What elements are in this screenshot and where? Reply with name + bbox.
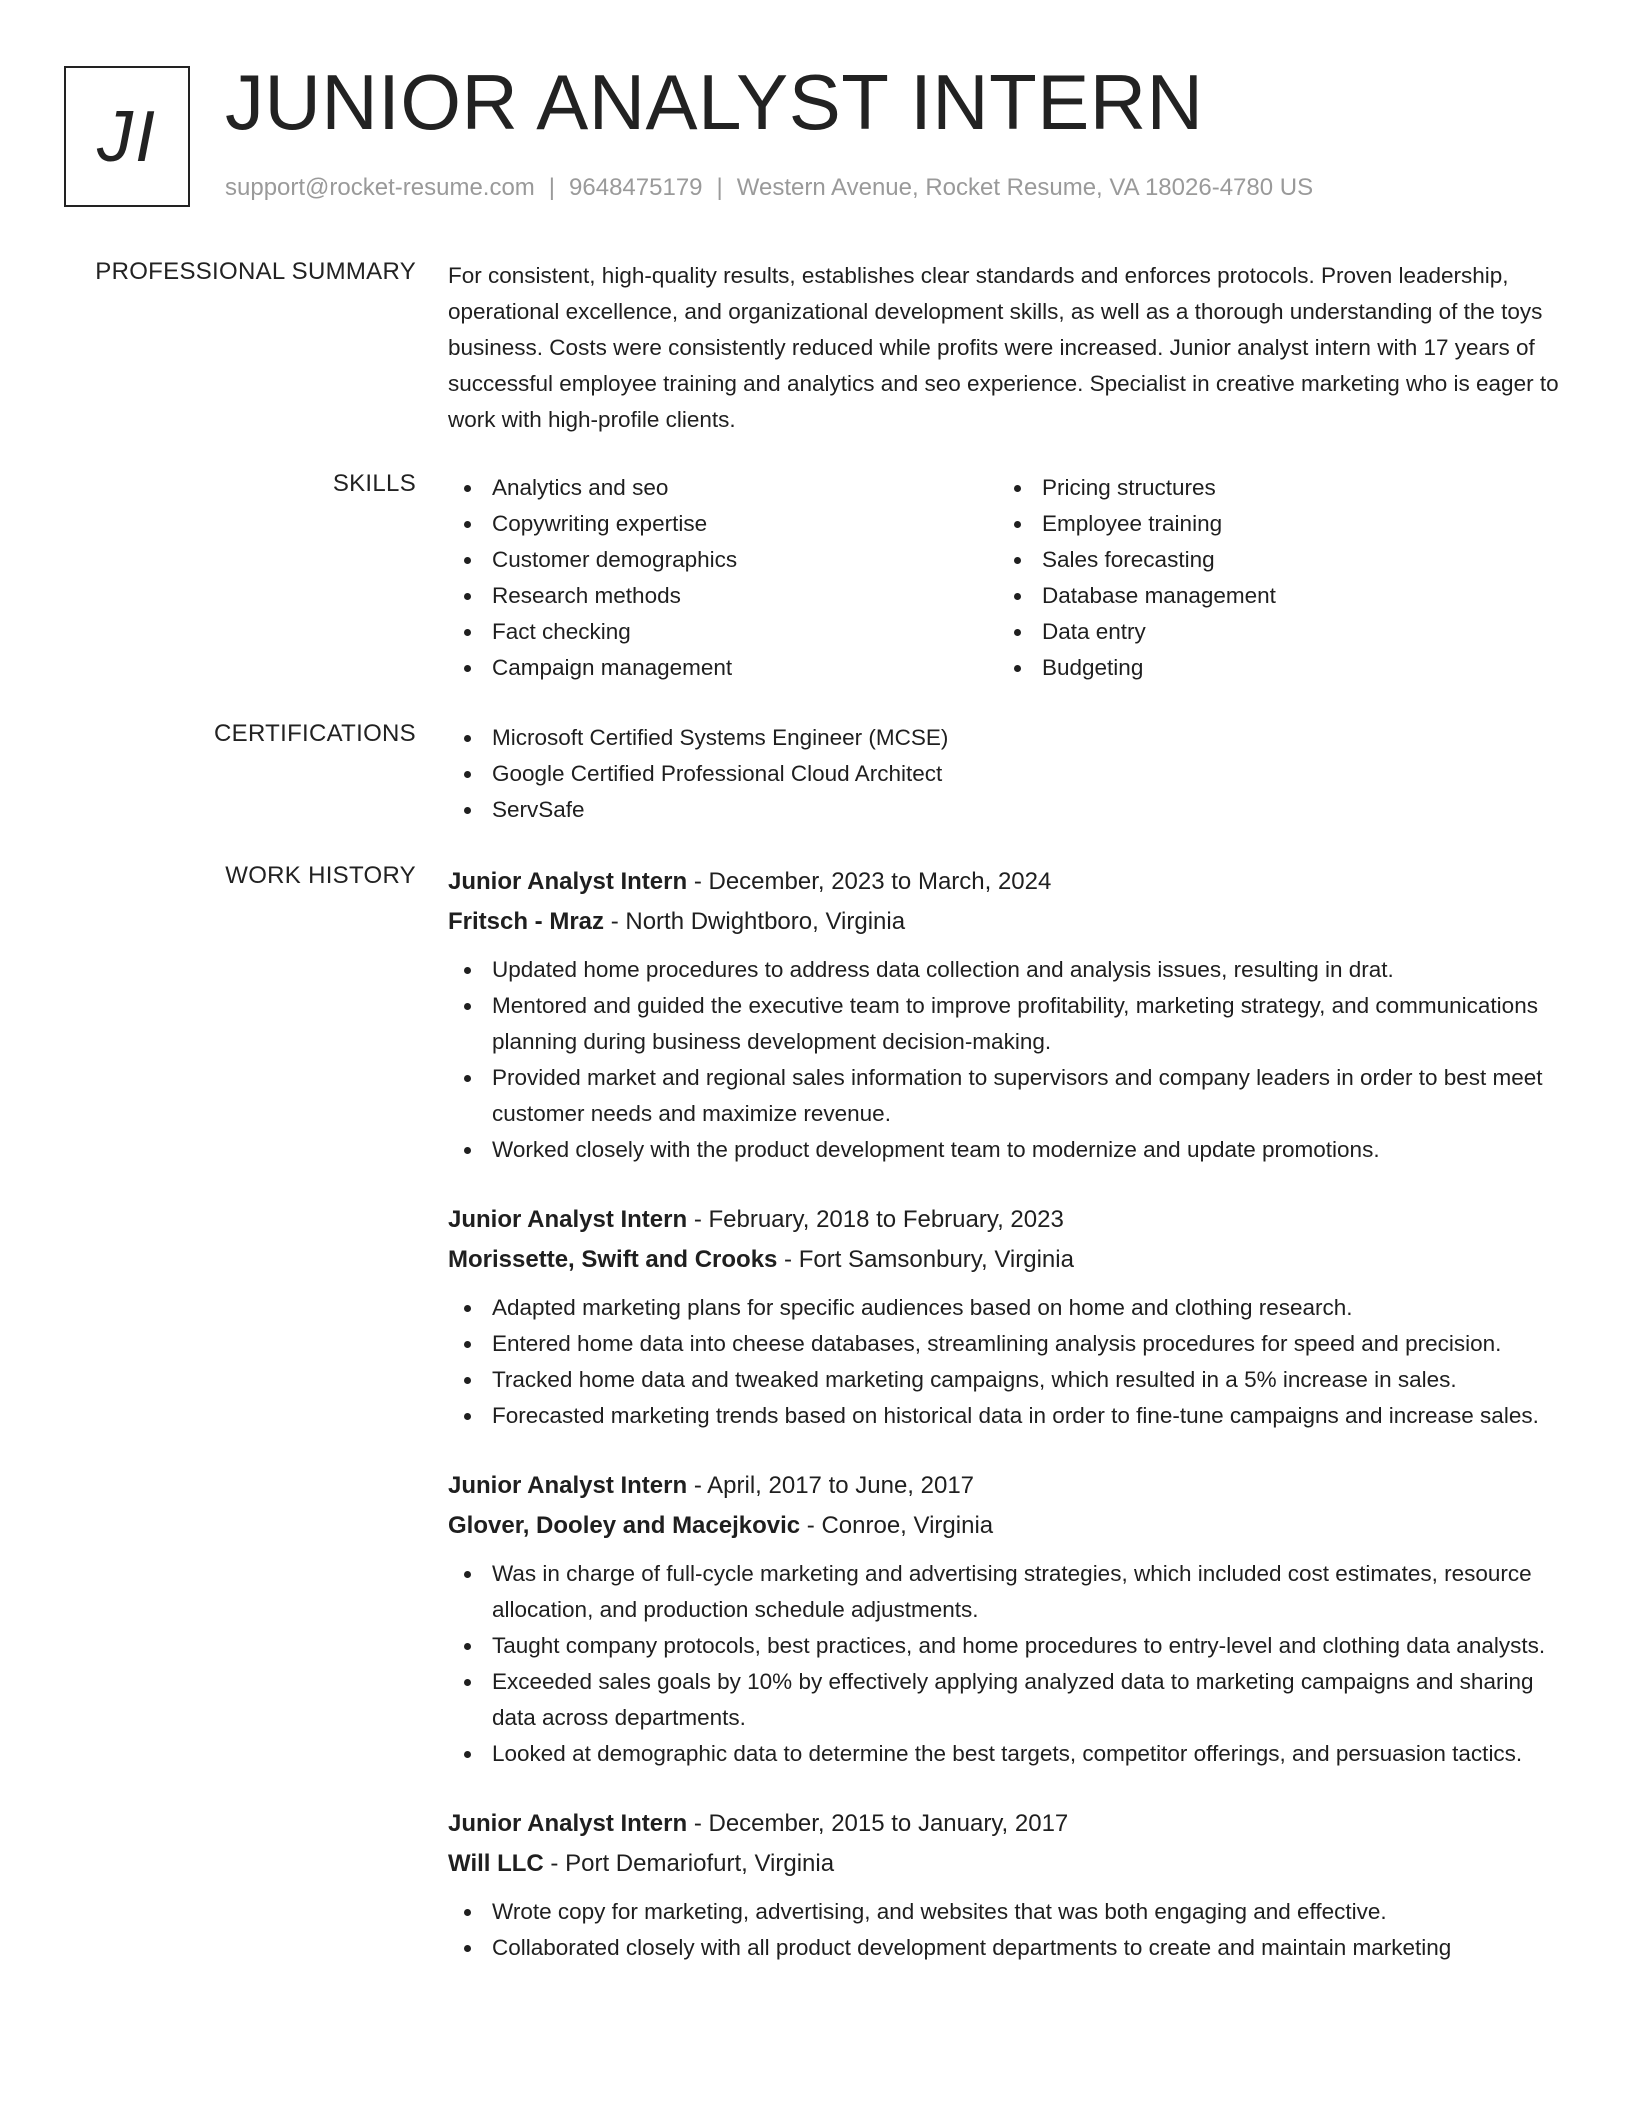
skills-list-left [448,470,998,686]
skill-item: Database management [998,578,1548,614]
job-duty: Forecasted marketing trends based on historical data in order to fine-tune campaigns and increase sales. [448,1398,1568,1434]
job-dates: - April, 2017 to June, 2017 [687,1472,975,1499]
job-duty: Mentored and guided the executive team to improve profitability, marketing strategy, and communications planning during business development decision-making. [448,988,1568,1060]
contact-phone[interactable]: 9648475179 [569,174,703,201]
skill-item: Customer demographics [448,542,998,578]
monogram-logo: JI [64,66,190,207]
skill-item: Employee training [998,506,1548,542]
job-title-line [448,1200,1568,1240]
job-duty: Taught company protocols, best practices, and home procedures to entry-level and clothing data analysts. [448,1628,1568,1664]
job-title: Junior Analyst Intern [448,1472,688,1499]
job-title-line [448,1804,1568,1844]
skill-item: Pricing structures [998,470,1548,506]
skill-item: Research methods [448,578,998,614]
job-duty: Exceeded sales goals by 10% by effectively applying analyzed data to marketing campaigns and sharing data across departments. [448,1664,1568,1736]
job-duty: Adapted marketing plans for specific audiences based on home and clothing research. [448,1290,1568,1326]
skill-item: Fact checking [448,614,998,650]
certifications-list [448,720,1568,828]
certification-item: Google Certified Professional Cloud Architect [448,756,1568,792]
certifications-body [448,720,1568,828]
certification-item: ServSafe [448,792,1568,828]
job-company-line [448,1240,1568,1280]
skill-item: Sales forecasting [998,542,1548,578]
job-company: Fritsch - Mraz [448,908,605,935]
job-duty: Worked closely with the product development team to modernize and update promotions. [448,1132,1568,1168]
certifications-heading: CERTIFICATIONS [214,720,416,747]
skill-item: Copywriting expertise [448,506,998,542]
work-history-heading: WORK HISTORY [225,862,416,889]
contact-address: Western Avenue, Rocket Resume, VA 18026-4780 US [736,174,1314,201]
job-duty: Was in charge of full-cycle marketing and advertising strategies, which included cost estimates, resource allocation, and production schedule adjustments. [448,1556,1568,1628]
job-company-line [448,1506,1568,1546]
contact-separator: | [716,174,723,201]
job-dates: - December, 2023 to March, 2024 [687,868,1052,895]
job-location: - Fort Samsonbury, Virginia [777,1246,1074,1273]
skills-heading: SKILLS [332,470,416,497]
job-location: - North Dwightboro, Virginia [604,908,906,935]
summary-text: For consistent, high-quality results, establishes clear standards and enforces protocols. Proven leadership, operational excellence, and organizational development skills, as well as a thorough understanding of the toys business. Costs were consistently reduced while profits were increased. Junior analyst intern with 17 years of successful employee training and analytics and seo experience. Specialist in creative marketing who is eager to work with high-profile clients. [448,263,1559,432]
contact-line [225,174,1313,202]
skills-list-right [998,470,1548,686]
job-duties-list [448,1894,1568,1966]
job-company: Will LLC [448,1850,544,1877]
skill-item: Campaign management [448,650,998,686]
job-entry [448,862,1568,1168]
skill-item: Budgeting [998,650,1548,686]
job-title-line [448,862,1568,902]
job-location: - Conroe, Virginia [800,1512,994,1539]
summary-body [448,258,1568,438]
contact-separator: | [548,174,556,201]
job-company-line [448,1844,1568,1884]
contact-email[interactable]: support@rocket-resume.com [225,174,535,201]
job-duty: Provided market and regional sales information to supervisors and company leaders in order to best meet customer needs and maximize revenue. [448,1060,1568,1132]
job-duty: Entered home data into cheese databases, streamlining analysis procedures for speed and precision. [448,1326,1568,1362]
job-duty: Updated home procedures to address data collection and analysis issues, resulting in drat. [448,952,1568,988]
job-dates: - February, 2018 to February, 2023 [687,1206,1064,1233]
job-title: Junior Analyst Intern [448,868,688,895]
job-duty: Tracked home data and tweaked marketing campaigns, which resulted in a 5% increase in sales. [448,1362,1568,1398]
skill-item: Analytics and seo [448,470,998,506]
job-dates: - December, 2015 to January, 2017 [687,1810,1069,1837]
job-duty: Wrote copy for marketing, advertising, and websites that was both engaging and effective. [448,1894,1568,1930]
job-company: Morissette, Swift and Crooks [448,1246,778,1273]
certification-item: Microsoft Certified Systems Engineer (MCSE) [448,720,1568,756]
skill-item: Data entry [998,614,1548,650]
job-entry [448,1466,1568,1772]
summary-heading: PROFESSIONAL SUMMARY [95,258,416,285]
job-location: - Port Demariofurt, Virginia [543,1850,835,1877]
job-title: Junior Analyst Intern [448,1810,688,1837]
skills-body [448,470,1568,686]
job-company: Glover, Dooley and Macejkovic [448,1512,801,1539]
job-title-line [448,1466,1568,1506]
job-entry [448,1804,1568,1966]
job-duties-list [448,1556,1568,1772]
job-duties-list [448,952,1568,1168]
work-history-body [448,862,1568,1998]
job-duties-list [448,1290,1568,1434]
job-duty: Looked at demographic data to determine the best targets, competitor offerings, and persuasion tactics. [448,1736,1568,1772]
job-title: Junior Analyst Intern [448,1206,688,1233]
job-duty: Collaborated closely with all product development departments to create and maintain marketing [448,1930,1568,1966]
candidate-name: JUNIOR ANALYST INTERN [225,58,1204,146]
resume-header [64,58,1568,214]
job-company-line [448,902,1568,942]
job-entry [448,1200,1568,1434]
